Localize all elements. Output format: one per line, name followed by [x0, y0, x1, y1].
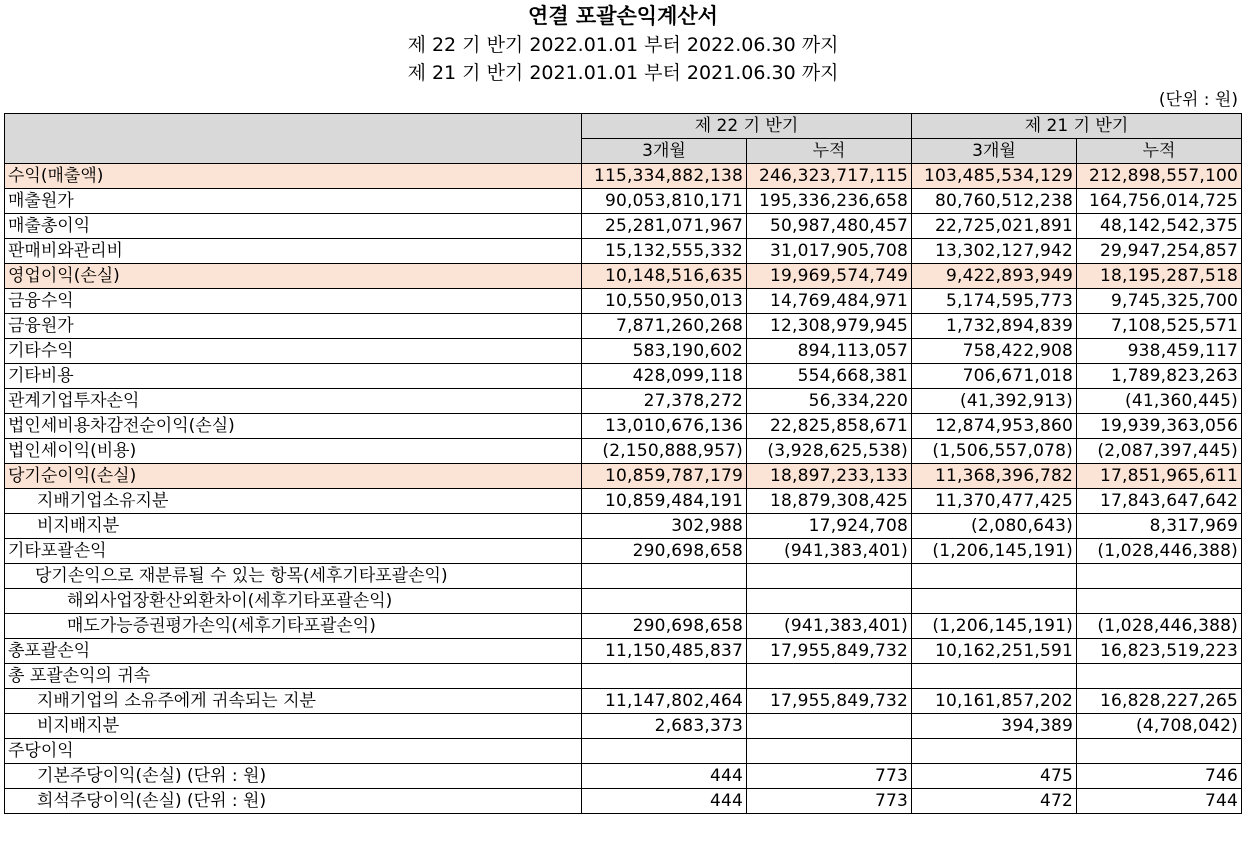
value-cell: 17,955,849,732 [747, 639, 912, 664]
value-cell: (941,383,401) [747, 614, 912, 639]
value-cell: 444 [582, 764, 747, 789]
value-cell: 758,422,908 [912, 339, 1077, 364]
income-statement-table [4, 113, 1242, 814]
row-label: 당기손익으로 재분류될 수 있는 항목(세후기타포괄손익) [5, 564, 582, 589]
value-cell: 18,897,233,133 [747, 464, 912, 489]
value-cell: (2,150,888,957) [582, 439, 747, 464]
value-cell: 394,389 [912, 714, 1077, 739]
value-cell: 13,302,127,942 [912, 239, 1077, 264]
value-cell [1077, 564, 1242, 589]
value-cell: 7,871,260,268 [582, 314, 747, 339]
value-cell [582, 589, 747, 614]
table-row [5, 464, 1242, 489]
value-cell: 18,195,287,518 [1077, 264, 1242, 289]
table-row [5, 439, 1242, 464]
value-cell: 16,828,227,265 [1077, 689, 1242, 714]
value-cell: 8,317,969 [1077, 514, 1242, 539]
value-cell: 56,334,220 [747, 389, 912, 414]
table-row [5, 614, 1242, 639]
value-cell: 11,370,477,425 [912, 489, 1077, 514]
row-label: 비지배지분 [5, 714, 582, 739]
row-label: 법인세이익(비용) [5, 439, 582, 464]
value-cell: 16,823,519,223 [1077, 639, 1242, 664]
table-row [5, 389, 1242, 414]
header-row-periods [5, 114, 1242, 139]
value-cell: 29,947,254,857 [1077, 239, 1242, 264]
value-cell: 90,053,810,171 [582, 189, 747, 214]
value-cell: 472 [912, 789, 1077, 814]
value-cell: 103,485,534,129 [912, 164, 1077, 189]
row-label: 주당이익 [5, 739, 582, 764]
value-cell: 19,939,363,056 [1077, 414, 1242, 439]
value-cell: 17,851,965,611 [1077, 464, 1242, 489]
value-cell: 246,323,717,115 [747, 164, 912, 189]
value-cell: 11,147,802,464 [582, 689, 747, 714]
row-label: 비지배지분 [5, 514, 582, 539]
value-cell: 10,148,516,635 [582, 264, 747, 289]
value-cell: 115,334,882,138 [582, 164, 747, 189]
value-cell: 773 [747, 789, 912, 814]
row-label: 총 포괄손익의 귀속 [5, 664, 582, 689]
value-cell: 706,671,018 [912, 364, 1077, 389]
value-cell: 10,550,950,013 [582, 289, 747, 314]
row-label: 관계기업투자손익 [5, 389, 582, 414]
table-row [5, 339, 1242, 364]
value-cell: 5,174,595,773 [912, 289, 1077, 314]
header-prior-period: 제 21 기 반기 [912, 114, 1242, 139]
value-cell [582, 739, 747, 764]
row-label: 희석주당이익(손실) (단위 : 원) [5, 789, 582, 814]
value-cell [582, 664, 747, 689]
value-cell: 554,668,381 [747, 364, 912, 389]
value-cell: 302,988 [582, 514, 747, 539]
value-cell: 12,308,979,945 [747, 314, 912, 339]
value-cell: 13,010,676,136 [582, 414, 747, 439]
value-cell: 1,732,894,839 [912, 314, 1077, 339]
row-label: 총포괄손익 [5, 639, 582, 664]
value-cell [582, 564, 747, 589]
value-cell: 475 [912, 764, 1077, 789]
value-cell [1077, 739, 1242, 764]
table-row [5, 414, 1242, 439]
statement-header [0, 0, 1246, 87]
header-current-period: 제 22 기 반기 [582, 114, 912, 139]
value-cell: 290,698,658 [582, 614, 747, 639]
value-cell [747, 739, 912, 764]
value-cell: 428,099,118 [582, 364, 747, 389]
value-cell: (1,506,557,078) [912, 439, 1077, 464]
row-label: 매도가능증권평가손익(세후기타포괄손익) [5, 614, 582, 639]
header-current-cumulative: 누적 [747, 139, 912, 164]
value-cell [1077, 589, 1242, 614]
row-label: 지배기업소유지분 [5, 489, 582, 514]
value-cell [912, 739, 1077, 764]
value-cell: 444 [582, 789, 747, 814]
value-cell [912, 589, 1077, 614]
header-prior-three-month: 3개월 [912, 139, 1077, 164]
table-row [5, 739, 1242, 764]
row-label: 기타포괄손익 [5, 539, 582, 564]
table-row [5, 714, 1242, 739]
value-cell: 22,725,021,891 [912, 214, 1077, 239]
value-cell: 15,132,555,332 [582, 239, 747, 264]
value-cell: 7,108,525,571 [1077, 314, 1242, 339]
value-cell: 19,969,574,749 [747, 264, 912, 289]
value-cell [1077, 664, 1242, 689]
value-cell: (4,708,042) [1077, 714, 1242, 739]
statement-title: 연결 포괄손익계산서 [528, 4, 718, 28]
unit-label: (단위 : 원) [1158, 90, 1238, 110]
value-cell: (2,087,397,445) [1077, 439, 1242, 464]
value-cell: 894,113,057 [747, 339, 912, 364]
value-cell: (41,360,445) [1077, 389, 1242, 414]
value-cell: 11,368,396,782 [912, 464, 1077, 489]
value-cell: (1,206,145,191) [912, 614, 1077, 639]
value-cell: 195,336,236,658 [747, 189, 912, 214]
value-cell: 27,378,272 [582, 389, 747, 414]
value-cell: 80,760,512,238 [912, 189, 1077, 214]
value-cell: 10,161,857,202 [912, 689, 1077, 714]
row-label: 금융원가 [5, 314, 582, 339]
value-cell [747, 564, 912, 589]
value-cell: 10,859,484,191 [582, 489, 747, 514]
table-row [5, 689, 1242, 714]
value-cell: 12,874,953,860 [912, 414, 1077, 439]
value-cell: 1,789,823,263 [1077, 364, 1242, 389]
value-cell: (1,206,145,191) [912, 539, 1077, 564]
period-current: 제 22 기 반기 2022.01.01 부터 2022.06.30 까지 [407, 34, 839, 56]
table-row [5, 314, 1242, 339]
table-row [5, 264, 1242, 289]
value-cell: 773 [747, 764, 912, 789]
value-cell: (41,392,913) [912, 389, 1077, 414]
value-cell [747, 589, 912, 614]
table-row [5, 664, 1242, 689]
row-label: 해외사업장환산외환차이(세후기타포괄손익) [5, 589, 582, 614]
value-cell: 25,281,071,967 [582, 214, 747, 239]
value-cell: (2,080,643) [912, 514, 1077, 539]
value-cell: 10,162,251,591 [912, 639, 1077, 664]
value-cell: 9,745,325,700 [1077, 289, 1242, 314]
table-row [5, 639, 1242, 664]
value-cell: 938,459,117 [1077, 339, 1242, 364]
value-cell: 48,142,542,375 [1077, 214, 1242, 239]
value-cell: 11,150,485,837 [582, 639, 747, 664]
value-cell: (3,928,625,538) [747, 439, 912, 464]
value-cell [747, 664, 912, 689]
row-label: 금융수익 [5, 289, 582, 314]
value-cell: 9,422,893,949 [912, 264, 1077, 289]
value-cell: 2,683,373 [582, 714, 747, 739]
table-row [5, 589, 1242, 614]
value-cell: 50,987,480,457 [747, 214, 912, 239]
value-cell: 583,190,602 [582, 339, 747, 364]
value-cell: (1,028,446,388) [1077, 539, 1242, 564]
value-cell: 212,898,557,100 [1077, 164, 1242, 189]
value-cell: 746 [1077, 764, 1242, 789]
value-cell: 22,825,858,671 [747, 414, 912, 439]
header-prior-cumulative: 누적 [1077, 139, 1242, 164]
row-label: 매출총이익 [5, 214, 582, 239]
table-row [5, 539, 1242, 564]
table-row [5, 189, 1242, 214]
header-label-cell [5, 114, 582, 164]
value-cell: (941,383,401) [747, 539, 912, 564]
row-label: 판매비와관리비 [5, 239, 582, 264]
row-label: 영업이익(손실) [5, 264, 582, 289]
table-row [5, 564, 1242, 589]
value-cell: 17,843,647,642 [1077, 489, 1242, 514]
row-label: 법인세비용차감전순이익(손실) [5, 414, 582, 439]
row-label: 매출원가 [5, 189, 582, 214]
table-row [5, 514, 1242, 539]
table-row [5, 789, 1242, 814]
value-cell: 17,955,849,732 [747, 689, 912, 714]
value-cell: 18,879,308,425 [747, 489, 912, 514]
row-label: 수익(매출액) [5, 164, 582, 189]
value-cell: 17,924,708 [747, 514, 912, 539]
header-current-three-month: 3개월 [582, 139, 747, 164]
value-cell: 14,769,484,971 [747, 289, 912, 314]
value-cell: 31,017,905,708 [747, 239, 912, 264]
table-row [5, 239, 1242, 264]
value-cell: (1,028,446,388) [1077, 614, 1242, 639]
row-label: 지배기업의 소유주에게 귀속되는 지분 [5, 689, 582, 714]
value-cell: 10,859,787,179 [582, 464, 747, 489]
row-label: 당기순이익(손실) [5, 464, 582, 489]
table-row [5, 764, 1242, 789]
table-row [5, 289, 1242, 314]
value-cell: 164,756,014,725 [1077, 189, 1242, 214]
row-label: 기타수익 [5, 339, 582, 364]
value-cell [747, 714, 912, 739]
table-row [5, 164, 1242, 189]
value-cell [912, 664, 1077, 689]
row-label: 기타비용 [5, 364, 582, 389]
table-row [5, 364, 1242, 389]
row-label: 기본주당이익(손실) (단위 : 원) [5, 764, 582, 789]
table-row [5, 489, 1242, 514]
period-prior: 제 21 기 반기 2021.01.01 부터 2021.06.30 까지 [407, 62, 839, 84]
table-row [5, 214, 1242, 239]
value-cell: 744 [1077, 789, 1242, 814]
value-cell: 290,698,658 [582, 539, 747, 564]
value-cell [912, 564, 1077, 589]
